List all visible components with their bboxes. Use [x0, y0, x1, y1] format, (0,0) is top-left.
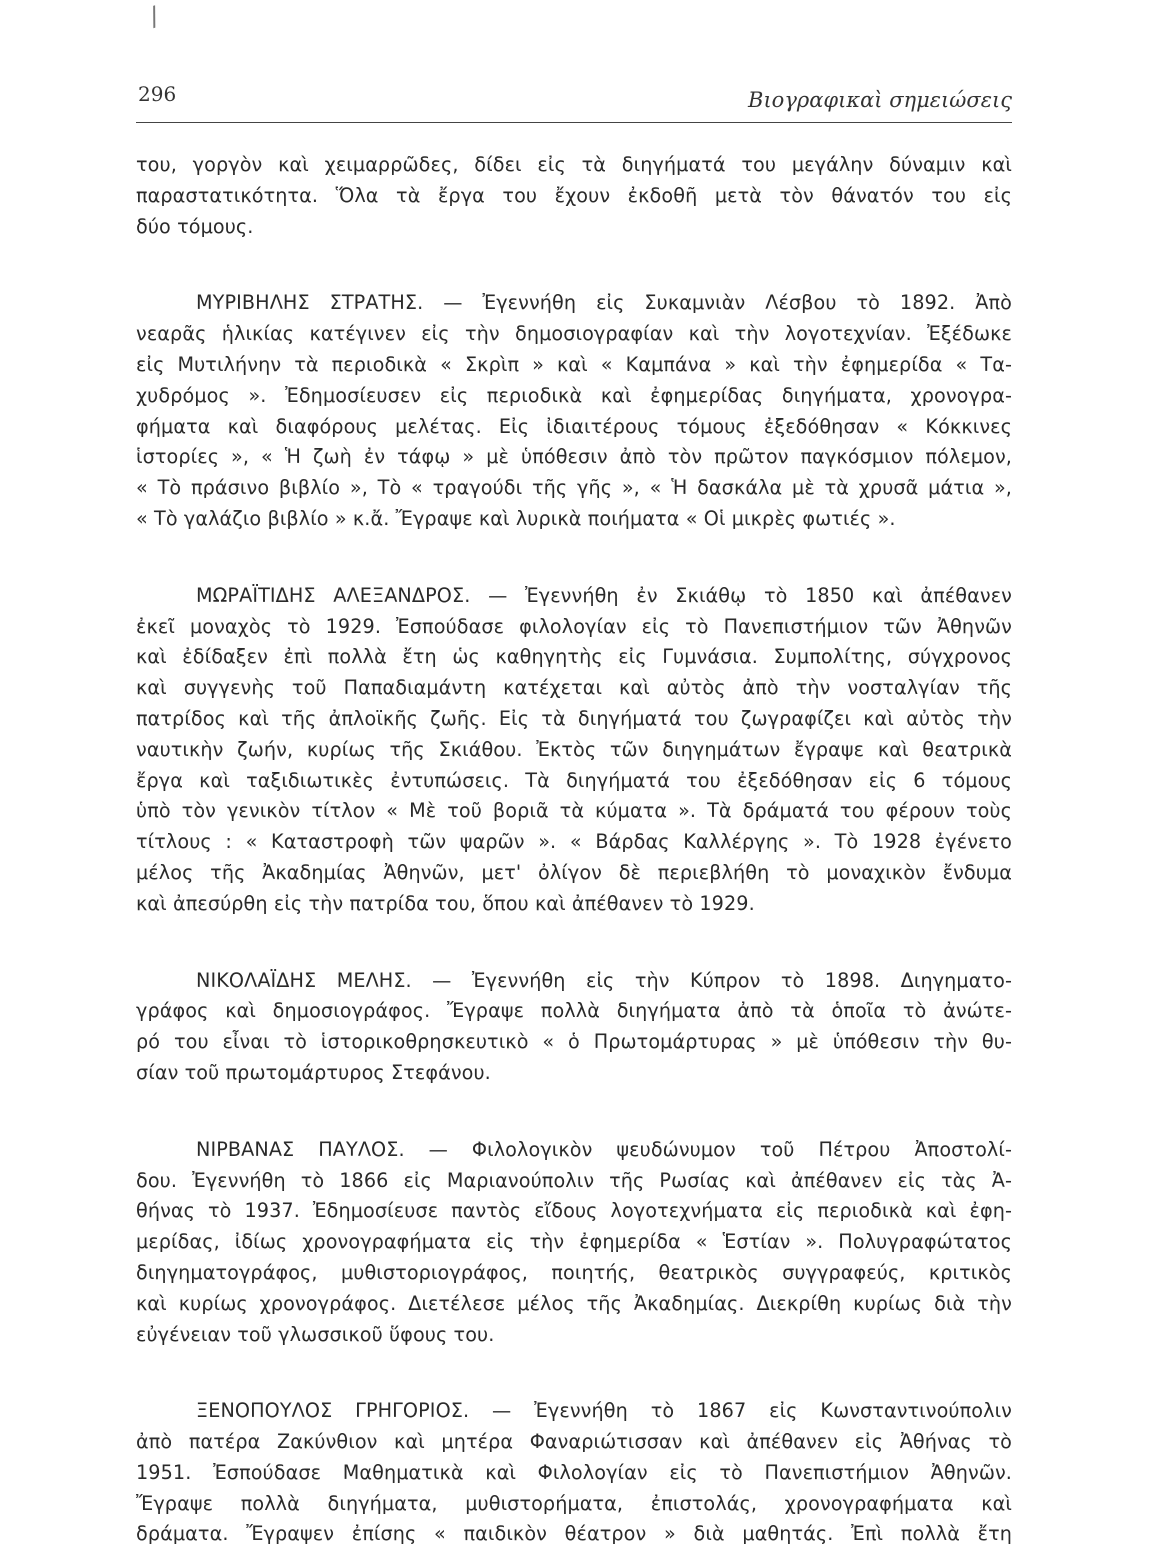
text-line: Ἔγραψε πολλὰ διηγήματα, μυθιστορήματα, ἐπιστολάς, χρονογραφήματα καὶ — [136, 1491, 1012, 1515]
paragraph — [136, 1396, 1012, 1550]
text-line: « Τὸ πράσινο βιβλίο », Τὸ « τραγούδι τῆς γῆς », « Ἡ δασκάλα μὲ τὰ χρυσᾶ μάτια », — [136, 476, 1012, 500]
text-line: καὶ συγγενὴς τοῦ Παπαδιαμάντη κατέχεται καὶ αὐτὸς ἀπὸ τὴν νοσταλγίαν τῆς — [136, 676, 1012, 700]
text-line: ΞΕΝΟΠΟΥΛΟΣ ΓΡΗΓΟΡΙΟΣ. — Ἐγεννήθη τὸ 1867 εἰς Κωνσταντινούπολιν — [196, 1399, 1012, 1423]
text-line: ναυτικὴν ζωήν, κυρίως τῆς Σκιάθου. Ἐκτὸς τῶν διηγημάτων ἔγραψε καὶ θεατρικὰ — [136, 737, 1012, 761]
text-line: πατρίδος καὶ τῆς ἀπλοϊκῆς ζωῆς. Εἰς τὰ διηγήματά του ζωγραφίζει καὶ αὐτὸς τὴν — [136, 706, 1012, 730]
page-number: 296 — [138, 82, 177, 106]
text-line: δου. Ἐγεννήθη τὸ 1866 εἰς Μαριανούπολιν τῆς Ρωσίας καὶ ἀπέθανεν εἰς τὰς Ἀ- — [136, 1168, 1012, 1192]
text-line: δράματα. Ἔγραψεν ἐπίσης « παιδικὸν θέατρον » διὰ μαθητάς. Ἐπὶ πολλὰ ἔτη — [136, 1522, 1012, 1546]
text-line: καὶ ἐδίδαξεν ἐπὶ πολλὰ ἔτη ὡς καθηγητὴς εἰς Γυμνάσια. Συμπολίτης, σύγχρονος — [136, 645, 1012, 669]
text-line: νεαρᾶς ἡλικίας κατέγινεν εἰς τὴν δημοσιογραφίαν καὶ τὴν λογοτεχνίαν. Ἐξέδωκε — [136, 322, 1012, 346]
page-header — [136, 78, 1012, 123]
text-line: παραστατικότητα. Ὅλα τὰ ἔργα του ἔχουν ἐκδοθῆ μετὰ τὸν θάνατόν του εἰς — [136, 183, 1012, 207]
running-head: Βιογραφικαὶ σημειώσεις — [748, 88, 1012, 112]
text-line: δύο τόμους. — [136, 214, 254, 238]
paragraph — [136, 288, 1012, 534]
text-line: ἱστορίες », « Ἡ ζωὴ ἐν τάφῳ » μὲ ὑπόθεσιν ἀπὸ τὸν πρῶτον παγκόσμιον πόλεμον, — [136, 445, 1012, 469]
text-line: μέλος τῆς Ἀκαδημίας Ἀθηνῶν, μετ' ὀλίγον δὲ περιεβλήθη τὸ μοναχικὸν ἔνδυμα — [136, 860, 1012, 884]
text-line: 1951. Ἐσπούδασε Μαθηματικὰ καὶ Φιλολογίαν εἰς τὸ Πανεπιστήμιον Ἀθηνῶν. — [136, 1460, 1012, 1484]
paragraph — [136, 581, 1012, 920]
pen-mark: / — [145, 1, 164, 33]
text-line: ΝΙΡΒΑΝΑΣ ΠΑΥΛΟΣ. — Φιλολογικὸν ψευδώνυμον τοῦ Πέτρου Ἀποστολί- — [196, 1137, 1012, 1161]
text-line: ρό του εἶναι τὸ ἱστορικοθρησκευτικὸ « ὁ Πρωτομάρτυρας » μὲ ὑπόθεσιν τὴν θυ- — [136, 1030, 1012, 1054]
text-line: τίτλους : « Καταστροφὴ τῶν ψαρῶν ». « Βάρδας Καλλέργης ». Τὸ 1928 ἐγένετο — [136, 830, 1012, 854]
body-text — [136, 150, 1012, 1550]
text-line: χυδρόμος ». Ἐδημοσίευσεν εἰς περιοδικὰ καὶ ἐφημερίδας διηγήματα, χρονογρα- — [136, 383, 1012, 407]
text-line: καὶ κυρίως χρονογράφος. Διετέλεσε μέλος τῆς Ἀκαδημίας. Διεκρίθη κυρίως διὰ τὴν — [136, 1291, 1012, 1315]
text-line: ΜΥΡΙΒΗΛΗΣ ΣΤΡΑΤΗΣ. — Ἐγεννήθη εἰς Συκαμνιὰν Λέσβου τὸ 1892. Ἀπὸ — [196, 291, 1012, 315]
text-line: ἔργα καὶ ταξιδιωτικὲς ἐντυπώσεις. Τὰ διηγήματά του ἐξεδόθησαν εἰς 6 τόμους — [136, 768, 1012, 792]
text-line: ΝΙΚΟΛΑΪΔΗΣ ΜΕΛΗΣ. — Ἐγεννήθη εἰς τὴν Κύπρον τὸ 1898. Διηγηματο- — [196, 968, 1012, 992]
text-line: του, γοργὸν καὶ χειμαρρῶδες, δίδει εἰς τὰ διηγήματά του μεγάλην δύναμιν καὶ — [136, 153, 1012, 176]
text-line: διηγηματογράφος, μυθιστοριογράφος, ποιητής, θεατρικὸς συγγραφεύς, κριτικὸς — [136, 1260, 1012, 1284]
text-line: σίαν τοῦ πρωτομάρτυρος Στεφάνου. — [136, 1060, 491, 1084]
paragraph — [136, 1135, 1012, 1351]
text-line: ὑπὸ τὸν γενικὸν τίτλον « Μὲ τοῦ βοριᾶ τὰ κύματα ». Τὰ δράματά του φέρουν τοὺς — [136, 799, 1012, 823]
text-line: ἐκεῖ μοναχὸς τὸ 1929. Ἐσπούδασε φιλολογίαν εἰς τὸ Πανεπιστήμιον τῶν Ἀθηνῶν — [136, 614, 1012, 638]
paragraph — [136, 150, 1012, 242]
text-line: μερίδας, ἰδίως χρονογραφήματα εἰς τὴν ἐφημερίδα « Ἑστίαν ». Πολυγραφώτατος — [136, 1230, 1012, 1254]
text-line: καὶ ἀπεσύρθη εἰς τὴν πατρίδα του, ὅπου καὶ ἀπέθανεν τὸ 1929. — [136, 891, 755, 915]
text-line: ΜΩΡΑΪΤΙΔΗΣ ΑΛΕΞΑΝΔΡΟΣ. — Ἐγεννήθη ἐν Σκιάθῳ τὸ 1850 καὶ ἀπέθανεν — [196, 583, 1012, 607]
text-line: « Τὸ γαλάζιο βιβλίο » κ.ἄ. Ἔγραψε καὶ λυρικὰ ποιήματα « Οἱ μικρὲς φωτιές ». — [136, 506, 896, 530]
text-line: γράφος καὶ δημοσιογράφος. Ἔγραψε πολλὰ διηγήματα ἀπὸ τὰ ὁποῖα τὸ ἀνώτε- — [136, 999, 1012, 1023]
text-line: φήματα καὶ διαφόρους μελέτας. Εἰς ἰδιαιτέρους τόμους ἐξεδόθησαν « Κόκκινες — [136, 414, 1012, 438]
text-line: εὐγένειαν τοῦ γλωσσικοῦ ὕφους του. — [136, 1322, 495, 1346]
text-line: ἀπὸ πατέρα Ζακύνθιον καὶ μητέρα Φαναριώτισσαν καὶ ἀπέθανεν εἰς Ἀθήνας τὸ — [136, 1430, 1012, 1454]
text-line: θήνας τὸ 1937. Ἐδημοσίευσε παντὸς εἴδους λογοτεχνήματα εἰς περιοδικὰ καὶ ἐφη- — [136, 1199, 1012, 1223]
text-line: εἰς Μυτιλήνην τὰ περιοδικὰ « Σκρὶπ » καὶ « Καμπάνα » καὶ τὴν ἐφημερίδα « Τα- — [136, 352, 1012, 376]
paragraph — [136, 966, 1012, 1089]
